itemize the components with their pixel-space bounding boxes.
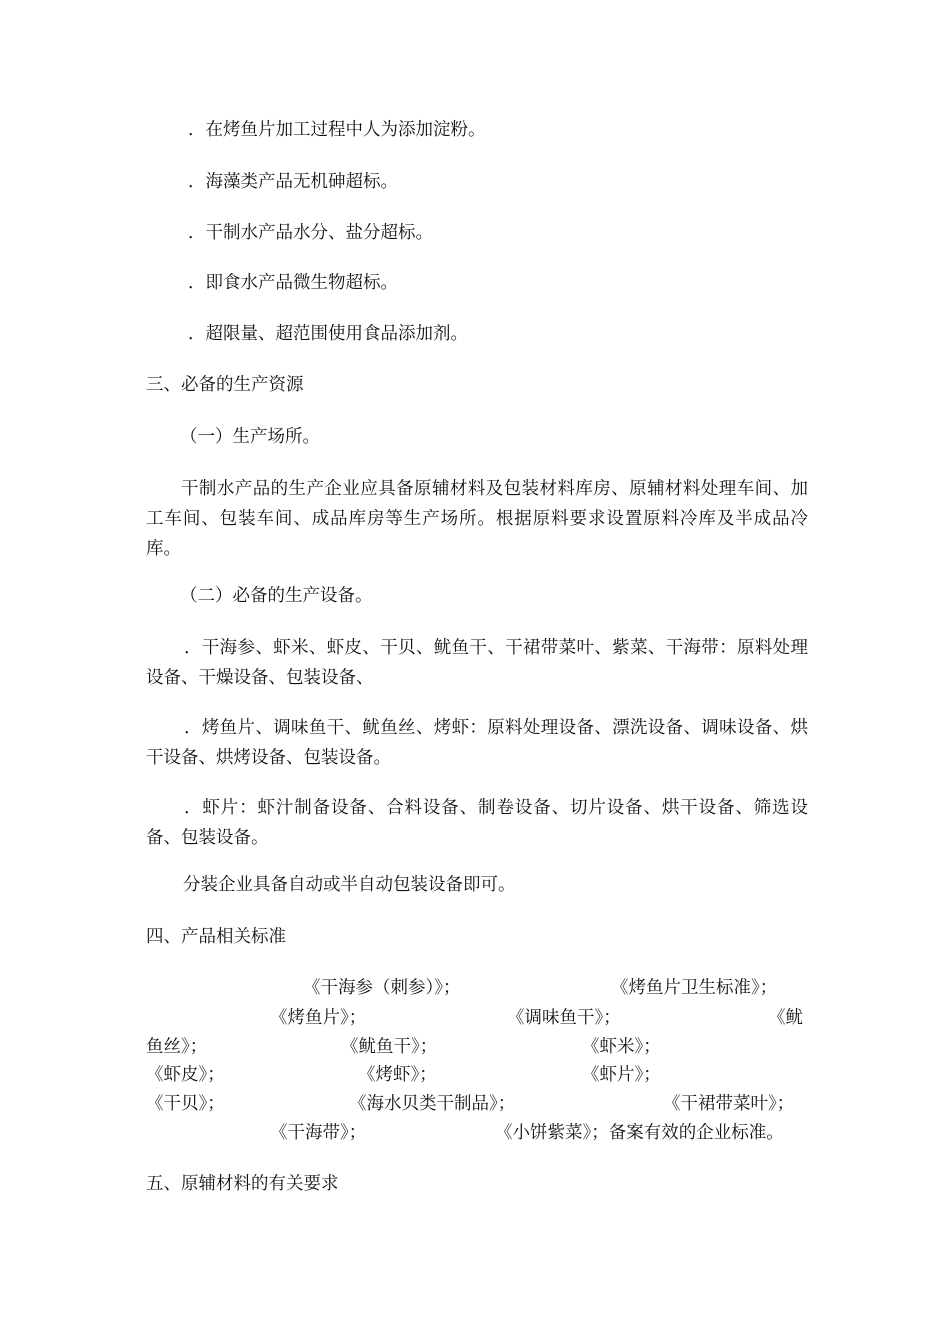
section-heading: 五、原辅材料的有关要求 (146, 1174, 339, 1194)
bullet-item: ．超限量、超范围使用食品添加剂。 (188, 324, 468, 344)
standard-item: 《干贝》； (146, 1094, 225, 1114)
bullet-item: ．即食水产品微生物超标。 (188, 273, 398, 293)
equipment-item (146, 793, 808, 853)
standard-item: 《鱿鱼干》； (341, 1037, 438, 1057)
equipment-item (146, 633, 808, 693)
standard-item: 《虾皮》； (146, 1065, 225, 1085)
subsection-heading: （二）必备的生产设备。 (180, 586, 373, 606)
equipment-text: ．虾片：虾汁制备设备、合料设备、制卷设备、切片设备、烘干设备、筛选设备、包装设备。 (146, 798, 808, 848)
bullet-item: ．在烤鱼片加工过程中人为添加淀粉。 (188, 120, 486, 140)
standard-item: 《烤鱼片》； (270, 1008, 367, 1028)
standard-item: 《调味鱼干》； (507, 1008, 621, 1028)
standard-item: 《虾片》； (582, 1065, 661, 1085)
equipment-text: ．干海参、虾米、虾皮、干贝、鱿鱼干、干裙带菜叶、紫菜、干海带：原料处理设备、干燥设备、包装设备、 (146, 638, 808, 688)
standard-item: 《虾米》； (582, 1037, 661, 1057)
standard-item: 《鱿 (768, 1008, 803, 1028)
standard-item: 《干海带》； (270, 1123, 367, 1143)
bullet-item: ．干制水产品水分、盐分超标。 (188, 223, 433, 243)
standard-item: 《烤鱼片卫生标准》； (611, 978, 778, 998)
subsection-heading: （一）生产场所。 (180, 427, 320, 447)
standard-item: 《烤虾》； (358, 1065, 437, 1085)
paragraph-text: 干制水产品的生产企业应具备原辅材料及包装材料库房、原辅材料处理车间、加工车间、包装车间、成品库房等生产场所。根据原料要求设置原料冷库及半成品冷库。 (146, 479, 808, 559)
standard-item: 《小饼紫菜》；备案有效的企业标准。 (495, 1123, 784, 1143)
bullet-item: ．海藻类产品无机砷超标。 (188, 172, 398, 192)
section-heading: 四、产品相关标准 (146, 927, 286, 947)
equipment-item (146, 713, 808, 773)
paragraph: 分装企业具备自动或半自动包装设备即可。 (183, 875, 516, 895)
equipment-text: ．烤鱼片、调味鱼干、鱿鱼丝、烤虾：原料处理设备、漂洗设备、调味设备、烘干设备、烘烤设备、包装设备。 (146, 718, 808, 768)
standard-item: 《海水贝类干制品》； (349, 1094, 516, 1114)
standard-item: 《干海参（刺参）》； (303, 978, 461, 998)
paragraph (146, 474, 808, 564)
section-heading: 三、必备的生产资源 (146, 375, 304, 395)
standard-item: 《干裙带菜叶》； (663, 1094, 795, 1114)
standard-item: 鱼丝》； (146, 1037, 208, 1057)
